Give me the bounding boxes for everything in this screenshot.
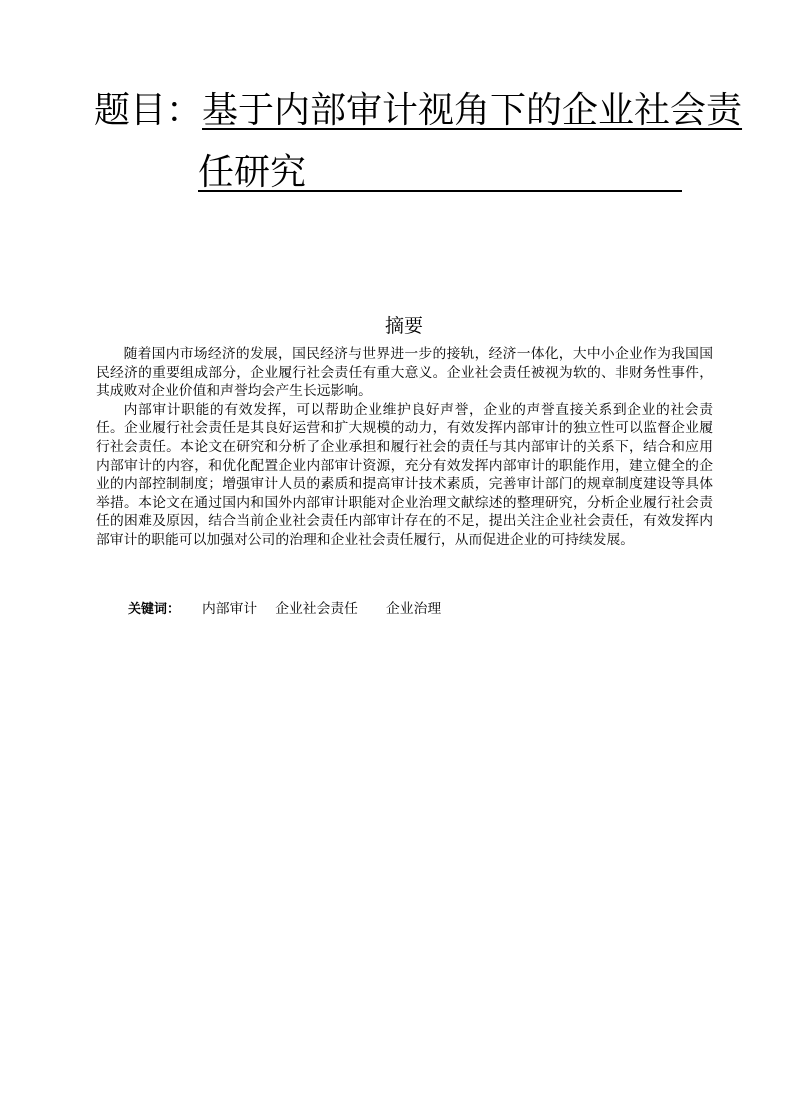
keywords-line [128,600,728,620]
thesis-title [94,80,743,204]
keywords-label: 关键词： [128,602,181,617]
abstract-body [96,345,713,550]
title-prefix: 题目： [94,90,203,131]
abstract-paragraph-1: 随着国内市场经济的发展，国民经济与世界进一步的接轨，经济一体化，大中小企业作为我国国民经济的重要组成部分，企业履行社会责任有重大意义。企业社会责任被视为软的、非财务性事件，其成败对企业价值和声誉均会产生长远影响。 [96,346,713,400]
keyword-item: 企业治理 [385,601,442,617]
title-line-1 [94,80,743,142]
title-underline-fill [306,160,682,192]
abstract-heading: 摘要 [384,315,423,337]
keyword-item: 企业社会责任 [275,601,358,617]
title-text-line-2: 任研究 [198,152,307,193]
title-text-line-1: 基于内部审计视角下的企业社会责 [202,90,743,131]
keyword-item: 内部审计 [202,601,258,617]
abstract-paragraph-2: 内部审计职能的有效发挥，可以帮助企业维护良好声誉，企业的声誉直接关系到企业的社会责任。企业履行社会责任是其良好运营和扩大规模的动力，有效发挥内部审计的独立性可以监督企业履行社会责任。本论文在研究和分析了企业承担和履行社会的责任与其内部审计的关系下，结合和应用内部审计的内容，和优化配置企业内部审计资源，充分有效发挥内部审计的职能作用，建立健全的企业的内部控制制度；增强审计人员的素质和提高审计技术素质，完善审计部门的规章制度建设等具体举措。本论文在通过国内和国外内部审计职能对企业治理文献综述的整理研究，分析企业履行社会责任的困难及原因，结合当前企业社会责任内部审计存在的不足，提出关注企业社会责任，有效发挥内部审计的职能可以加强对公司的治理和企业社会责任履行，从而促进企业的可持续发展。 [96,401,713,548]
title-line-2 [198,142,734,204]
